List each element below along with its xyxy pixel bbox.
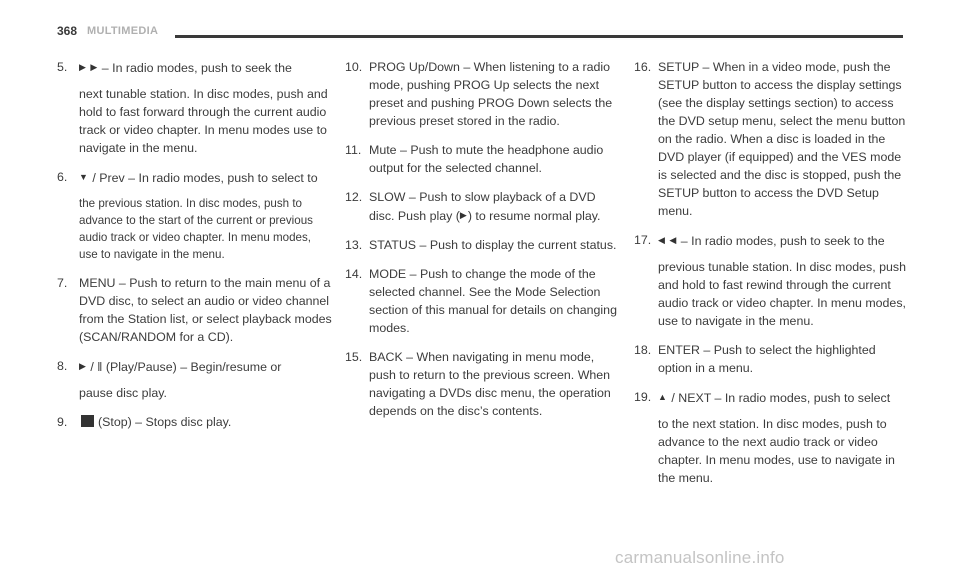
list-item-19: 19. ▲ / NEXT – In radio modes, push to select to the next station. In disc modes, push to advance to the next audio track or video chapter. In menu modes, use to navigate in the menu. xyxy=(634,390,895,485)
list-item-5: 5. ▶ ▶ – In radio modes, push to seek the next tunable station. In disc modes, push and hold to fast forward through the current audio track or video chapter. In menu modes use to navigate in the menu. xyxy=(57,60,328,155)
list-item-8: 8. ▶ / ‖ (Play/Pause) – Begin/resume or pause disc play. xyxy=(57,359,282,400)
list-item-17: 17. ◀ ◀ – In radio modes, push to seek to the previous tunable station. In disc modes, push and hold to fast rewind through the current audio track or video chapter. In menu modes, use to navigate in the menu. xyxy=(634,233,906,328)
list-item-14: 14. MODE – Push to change the mode of the selected channel. See the Mode Selection section of this manual for details on changing modes. xyxy=(345,267,617,335)
seek-forward-icon: ▶ ▶ xyxy=(79,62,99,72)
seek-back-icon: ◀ ◀ xyxy=(658,235,678,245)
column-left xyxy=(57,58,332,442)
list-item-10: 10. PROG Up/Down – When listening to a radio mode, pushing PROG Up selects the next preset and pushing PROG Down selects the previous preset stored in the radio. xyxy=(345,60,613,128)
play-icon: ▶ xyxy=(459,210,468,220)
watermark: carmanualsonline.info xyxy=(615,548,785,567)
arrow-down-icon: ▼ xyxy=(79,172,89,182)
header-rule xyxy=(175,35,903,38)
stop-icon xyxy=(81,415,94,427)
list-item-6: 6. ▼ / Prev – In radio modes, push to select to the previous station. In disc modes, push to advance to the start of the current or previous audio track or video chapter. In menu modes, use to navigate in the menu. xyxy=(57,170,318,261)
list-item-16: 16. SETUP – When in a video mode, push the SETUP button to access the display settings (see the display settings section) to access the DVD setup menu, select the menu button on the radio. When a disc is loaded in the DVD player (if equipped) and the VES mode is selected and the disc is stopped, push the SETUP button to access the DVD Setup menu. xyxy=(634,60,906,218)
list-item-15: 15. BACK – When navigating in menu mode, push to return to the previous screen. When navigating a DVDs disc menu, the operation depends on the disc’s contents. xyxy=(345,350,611,418)
column-middle xyxy=(345,58,619,431)
page-header xyxy=(57,24,903,44)
section-title: MULTIMEDIA xyxy=(87,25,159,37)
list-item-13: 13. STATUS – Push to display the current status. xyxy=(345,238,617,252)
list-item-9: 9. (Stop) – Stops disc play. xyxy=(57,415,232,429)
column-right xyxy=(634,58,906,498)
arrow-up-icon: ▲ xyxy=(658,392,668,402)
list-item-18: 18. ENTER – Push to select the highlighted option in a menu. xyxy=(634,343,876,375)
play-icon: ▶ xyxy=(79,361,87,371)
list-item-7: 7. MENU – Push to return to the main menu of a DVD disc, to select an audio or video channel from the Station list, or select playback modes (SCAN/RANDOM for a CD). xyxy=(57,276,332,344)
list-item-11: 11. Mute – Push to mute the headphone audio output for the selected channel. xyxy=(345,143,604,175)
page-number: 368 xyxy=(57,24,78,38)
list-item-12: 12. SLOW – Push to slow playback of a DVD disc. Push play (▶) to resume normal play. xyxy=(345,190,601,223)
